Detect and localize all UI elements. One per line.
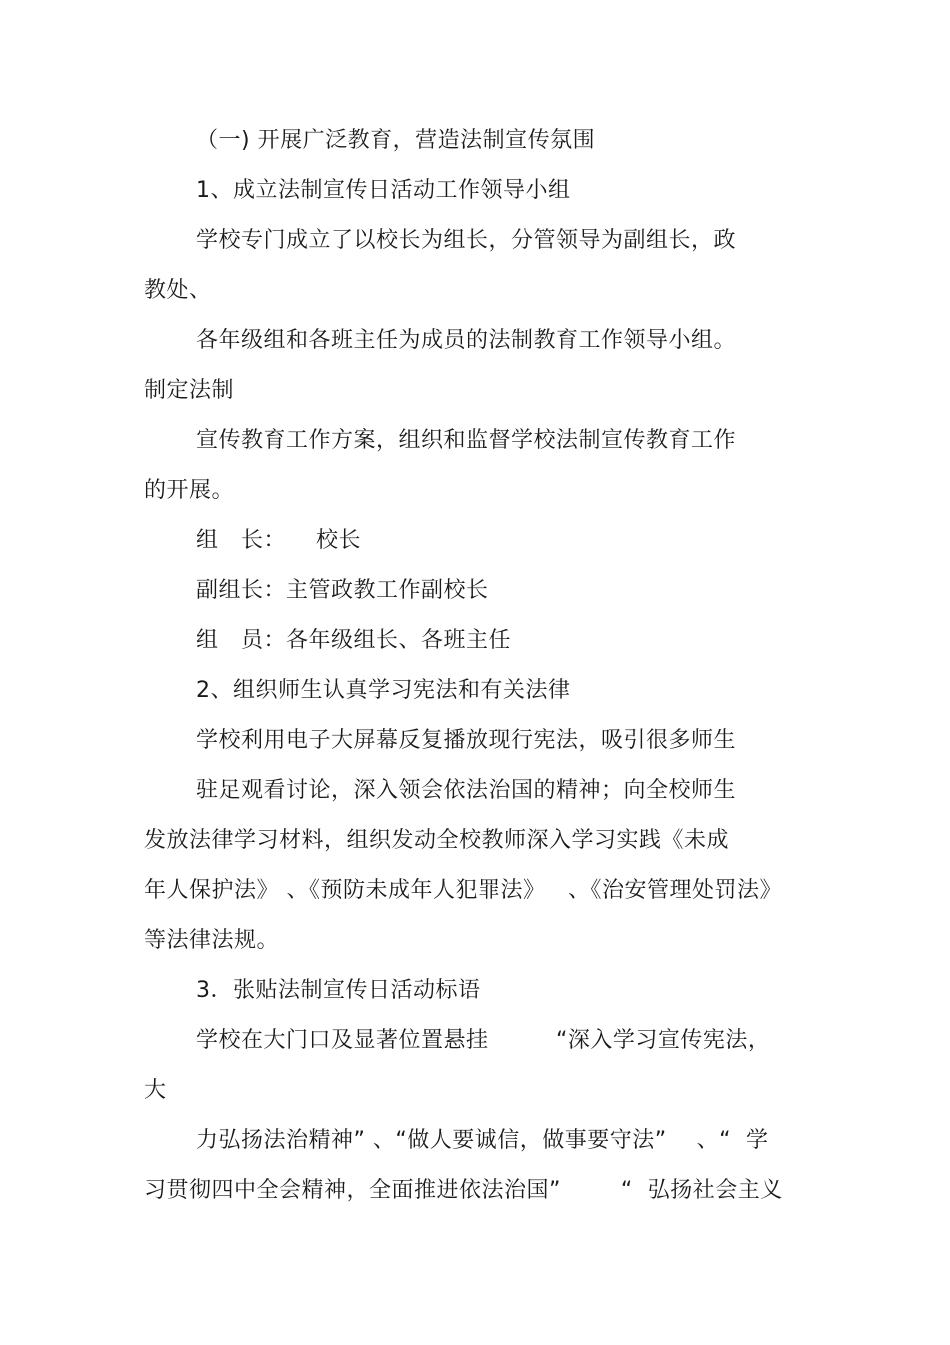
paragraph-line: 习贯彻四中全会精神，全面推进依法治国” “ 弘扬社会主义 bbox=[144, 1178, 783, 1203]
section-heading: （一) 开展广泛教育，营造法制宣传氛围 bbox=[196, 128, 596, 153]
team-leader-line: 组 长： 校长 bbox=[196, 528, 361, 553]
paragraph-line: 驻足观看讨论，深入领会依法治国的精神；向全校师生 bbox=[196, 778, 737, 803]
paragraph-line: 大 bbox=[144, 1078, 167, 1103]
paragraph-line: 学校专门成立了以校长为组长，分管领导为副组长，政 bbox=[196, 228, 737, 253]
paragraph-line: 学校在大门口及显著位置悬挂 “深入学习宣传宪法， bbox=[196, 1028, 771, 1053]
paragraph-line: 等法律法规。 bbox=[144, 928, 280, 953]
paragraph-line: 年人保护法》 、《预防未成年人犯罪法》 、《治安管理处罚法》 bbox=[144, 878, 782, 903]
subheading-3: 3．张贴法制宣传日活动标语 bbox=[196, 978, 481, 1003]
team-members-line: 组 员：各年级组长、各班主任 bbox=[196, 628, 511, 653]
paragraph-line: 制定法制 bbox=[144, 378, 235, 403]
paragraph-line: 发放法律学习材料，组织发动全校教师深入学习实践《未成 bbox=[144, 828, 730, 853]
paragraph-line: 各年级组和各班主任为成员的法制教育工作领导小组。 bbox=[196, 328, 737, 353]
paragraph-line: 力弘扬法治精神” 、“做人要诚信，做事要守法” 、“ 学 bbox=[196, 1128, 769, 1153]
paragraph-line: 教处、 bbox=[144, 278, 212, 303]
team-deputy-line: 副组长：主管政教工作副校长 bbox=[196, 578, 489, 603]
paragraph-line: 宣传教育工作方案，组织和监督学校法制宣传教育工作 bbox=[196, 428, 737, 453]
subheading-2: 2、组织师生认真学习宪法和有关法律 bbox=[196, 678, 571, 703]
subheading-1: 1、成立法制宣传日活动工作领导小组 bbox=[196, 178, 571, 203]
paragraph-line: 学校利用电子大屏幕反复播放现行宪法，吸引很多师生 bbox=[196, 728, 737, 753]
paragraph-line: 的开展。 bbox=[144, 478, 235, 503]
